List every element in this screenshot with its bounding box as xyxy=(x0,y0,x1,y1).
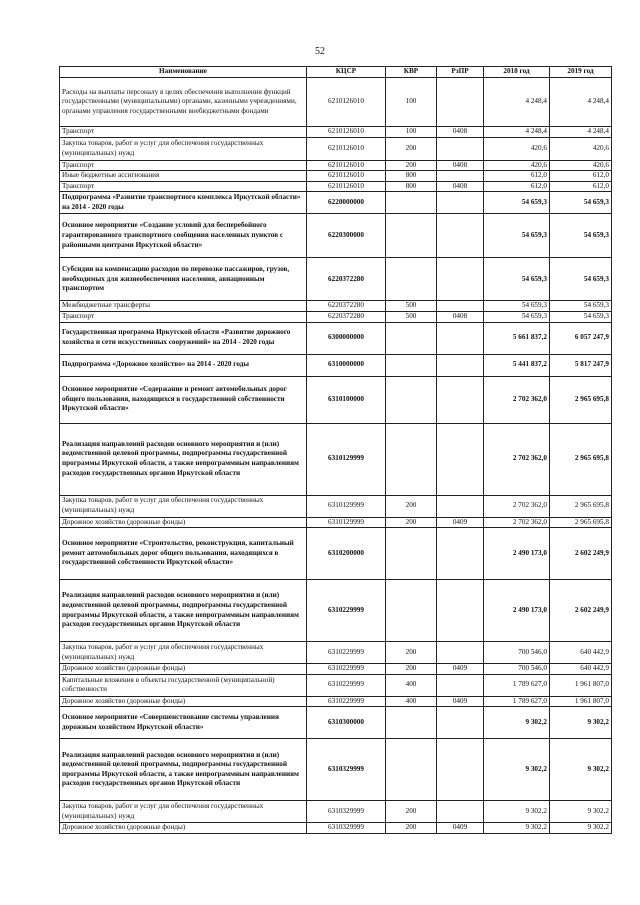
cell-2018: 54 659,3 xyxy=(484,258,550,301)
cell-kcsr: 6310300000 xyxy=(307,707,386,739)
cell-2018: 1 789 627,0 xyxy=(484,674,550,696)
cell-kcsr: 6210126010 xyxy=(307,137,386,160)
cell-2019: 1 961 807,0 xyxy=(550,674,612,696)
cell-rzpr xyxy=(437,137,484,160)
table-row xyxy=(60,78,612,127)
cell-name: Транспорт xyxy=(60,160,307,171)
cell-name: Основное мероприятие «Совершенствование системы управления дорожным хозяйством Иркутской области» xyxy=(60,707,307,739)
cell-2019: 5 817 247,9 xyxy=(550,354,612,376)
cell-name: Дорожное хозяйство (дорожные фонды) xyxy=(60,696,307,707)
cell-kvr xyxy=(386,354,437,376)
cell-name: Расходы на выплаты персоналу в целях обеспечения выполнения функций государственными (муниципальными) органами, казенными учреждениями, органами управления государственными внебюджетными фондами xyxy=(60,78,307,127)
table-row xyxy=(60,354,612,376)
cell-2018: 2 702 362,0 xyxy=(484,423,550,495)
page-number: 52 xyxy=(315,46,325,57)
cell-2019: 4 248,4 xyxy=(550,78,612,127)
cell-kcsr: 6310129999 xyxy=(307,423,386,495)
table-row xyxy=(60,322,612,354)
cell-kcsr: 6310329999 xyxy=(307,823,386,834)
cell-2018: 54 659,3 xyxy=(484,214,550,258)
cell-2019: 2 602 249,9 xyxy=(550,580,612,642)
table-row xyxy=(60,171,612,182)
table-row xyxy=(60,137,612,160)
cell-2018: 700 546,0 xyxy=(484,664,550,675)
cell-rzpr xyxy=(437,376,484,423)
cell-rzpr xyxy=(437,301,484,312)
cell-2019: 54 659,3 xyxy=(550,214,612,258)
cell-2019: 2 602 249,9 xyxy=(550,528,612,580)
cell-name: Капитальные вложения в объекты государственной (муниципальной) собственности xyxy=(60,674,307,696)
cell-rzpr xyxy=(437,707,484,739)
cell-kcsr: 6210126010 xyxy=(307,171,386,182)
cell-name: Закупка товаров, работ и услуг для обеспечения государственных (муниципальных) нужд xyxy=(60,642,307,664)
cell-2019: 9 302,2 xyxy=(550,823,612,834)
cell-2019: 4 248,4 xyxy=(550,127,612,138)
cell-rzpr xyxy=(437,580,484,642)
cell-kcsr: 6310200000 xyxy=(307,528,386,580)
cell-kcsr: 6220300000 xyxy=(307,214,386,258)
cell-2018: 9 302,2 xyxy=(484,801,550,823)
cell-rzpr: 0408 xyxy=(437,181,484,192)
cell-name: Дорожное хозяйство (дорожные фонды) xyxy=(60,823,307,834)
cell-name: Реализация направлений расходов основного мероприятия и (или) ведомственной целевой программы, подпрограммы государственной программы Иркутской области, а также непрограммным направлениям расходов государственных органов Иркутской области xyxy=(60,739,307,801)
cell-2018: 9 302,2 xyxy=(484,739,550,801)
cell-2019: 612,0 xyxy=(550,171,612,182)
cell-rzpr: 0409 xyxy=(437,823,484,834)
cell-2018: 700 546,0 xyxy=(484,642,550,664)
header-kcsr: КЦСР xyxy=(307,67,386,78)
header-rzpr: РзПР xyxy=(437,67,484,78)
cell-2018: 5 661 837,2 xyxy=(484,322,550,354)
cell-rzpr xyxy=(437,78,484,127)
cell-2019: 54 659,3 xyxy=(550,192,612,214)
cell-name: Субсидии на компенсацию расходов по перевозке пассажиров, грузов, необходимых для жизнеобеспечения населения, авиационным транспортом xyxy=(60,258,307,301)
cell-kcsr: 6220372280 xyxy=(307,311,386,322)
table-row xyxy=(60,495,612,517)
cell-kcsr: 6220372280 xyxy=(307,301,386,312)
cell-2018: 420,6 xyxy=(484,137,550,160)
cell-2018: 54 659,3 xyxy=(484,311,550,322)
table-row xyxy=(60,181,612,192)
cell-kvr xyxy=(386,580,437,642)
cell-kcsr: 6310329999 xyxy=(307,801,386,823)
cell-kcsr: 6300000000 xyxy=(307,322,386,354)
cell-2019: 640 442,9 xyxy=(550,642,612,664)
cell-kvr: 800 xyxy=(386,181,437,192)
cell-kcsr: 6210126010 xyxy=(307,127,386,138)
cell-rzpr: 0409 xyxy=(437,696,484,707)
cell-2019: 9 302,2 xyxy=(550,801,612,823)
table-header-row xyxy=(60,67,612,78)
cell-name: Реализация направлений расходов основного мероприятия и (или) ведомственной целевой программы, подпрограммы государственной программы Иркутской области, а также непрограммным направлениям расходов государственных органов Иркутской области xyxy=(60,423,307,495)
cell-kvr: 100 xyxy=(386,127,437,138)
header-2018: 2018 год xyxy=(484,67,550,78)
cell-name: Транспорт xyxy=(60,127,307,138)
cell-2019: 9 302,2 xyxy=(550,739,612,801)
cell-name: Подпрограмма «Дорожное хозяйство» на 2014 - 2020 годы xyxy=(60,354,307,376)
cell-kcsr: 6310329999 xyxy=(307,739,386,801)
cell-kcsr: 6310229999 xyxy=(307,580,386,642)
table-row xyxy=(60,528,612,580)
table-row xyxy=(60,258,612,301)
cell-kvr: 200 xyxy=(386,664,437,675)
table-body xyxy=(60,78,612,834)
cell-name: Транспорт xyxy=(60,181,307,192)
cell-rzpr xyxy=(437,674,484,696)
table-row xyxy=(60,214,612,258)
cell-name: Основное мероприятие «Создание условий для бесперебойного гарантированного транспортного сообщения населенных пунктов с районными центрами Иркутской области» xyxy=(60,214,307,258)
cell-kvr xyxy=(386,376,437,423)
cell-kcsr: 6310229999 xyxy=(307,664,386,675)
cell-2018: 2 702 362,0 xyxy=(484,517,550,528)
cell-rzpr xyxy=(437,171,484,182)
cell-2018: 2 702 362,0 xyxy=(484,495,550,517)
cell-kvr: 800 xyxy=(386,171,437,182)
cell-kvr xyxy=(386,214,437,258)
cell-2019: 54 659,3 xyxy=(550,258,612,301)
table-row xyxy=(60,707,612,739)
cell-kcsr: 6220000000 xyxy=(307,192,386,214)
table-row xyxy=(60,801,612,823)
cell-2018: 612,0 xyxy=(484,181,550,192)
table-row xyxy=(60,739,612,801)
budget-table xyxy=(59,66,612,834)
cell-2018: 420,6 xyxy=(484,160,550,171)
cell-2018: 612,0 xyxy=(484,171,550,182)
cell-name: Межбюджетные трансферты xyxy=(60,301,307,312)
cell-kvr xyxy=(386,192,437,214)
cell-kcsr: 6310229999 xyxy=(307,674,386,696)
table-row xyxy=(60,160,612,171)
cell-kcsr: 6310000000 xyxy=(307,354,386,376)
cell-2019: 420,6 xyxy=(550,137,612,160)
cell-rzpr: 0408 xyxy=(437,127,484,138)
cell-kvr: 200 xyxy=(386,517,437,528)
cell-2018: 54 659,3 xyxy=(484,192,550,214)
cell-kvr: 500 xyxy=(386,311,437,322)
cell-kcsr: 6210126010 xyxy=(307,160,386,171)
cell-2018: 4 248,4 xyxy=(484,127,550,138)
cell-2019: 54 659,3 xyxy=(550,311,612,322)
cell-name: Подпрограмма «Развитие транспортного комплекса Иркутской области» на 2014 - 2020 годы xyxy=(60,192,307,214)
cell-2018: 2 490 173,0 xyxy=(484,580,550,642)
table-row xyxy=(60,311,612,322)
cell-2018: 4 248,4 xyxy=(484,78,550,127)
cell-kvr xyxy=(386,322,437,354)
table-row xyxy=(60,696,612,707)
header-kvr: КВР xyxy=(386,67,437,78)
cell-rzpr xyxy=(437,214,484,258)
table-row xyxy=(60,664,612,675)
cell-2019: 2 965 695,8 xyxy=(550,423,612,495)
cell-kcsr: 6220372280 xyxy=(307,258,386,301)
cell-rzpr xyxy=(437,423,484,495)
cell-rzpr: 0409 xyxy=(437,664,484,675)
cell-kvr xyxy=(386,707,437,739)
cell-name: Транспорт xyxy=(60,311,307,322)
table-row xyxy=(60,580,612,642)
cell-rzpr xyxy=(437,528,484,580)
cell-rzpr xyxy=(437,354,484,376)
header-name: Наименование xyxy=(60,67,307,78)
cell-rzpr: 0408 xyxy=(437,160,484,171)
cell-2018: 9 302,2 xyxy=(484,823,550,834)
cell-kvr xyxy=(386,528,437,580)
cell-2019: 420,6 xyxy=(550,160,612,171)
cell-kvr: 500 xyxy=(386,301,437,312)
cell-2019: 9 302,2 xyxy=(550,707,612,739)
cell-rzpr: 0408 xyxy=(437,311,484,322)
cell-name: Закупка товаров, работ и услуг для обеспечения государственных (муниципальных) нужд xyxy=(60,495,307,517)
cell-kvr: 200 xyxy=(386,495,437,517)
cell-2018: 2 490 173,0 xyxy=(484,528,550,580)
cell-rzpr xyxy=(437,642,484,664)
table-row xyxy=(60,674,612,696)
cell-kcsr: 6210126010 xyxy=(307,78,386,127)
cell-kvr xyxy=(386,423,437,495)
cell-name: Государственная программа Иркутской области «Развитие дорожного хозяйства и сети искусственных сооружений» на 2014 - 2020 годы xyxy=(60,322,307,354)
cell-kvr: 200 xyxy=(386,642,437,664)
cell-name: Реализация направлений расходов основного мероприятия и (или) ведомственной целевой программы, подпрограммы государственной программы Иркутской области, а также непрограммным направлениям расходов государственных органов Иркутской области xyxy=(60,580,307,642)
table-row xyxy=(60,376,612,423)
cell-kvr: 400 xyxy=(386,674,437,696)
header-2019: 2019 год xyxy=(550,67,612,78)
cell-name: Иные бюджетные ассигнования xyxy=(60,171,307,182)
cell-kvr xyxy=(386,258,437,301)
cell-2018: 1 789 627,0 xyxy=(484,696,550,707)
cell-2019: 2 965 695,8 xyxy=(550,376,612,423)
table-row xyxy=(60,642,612,664)
cell-2019: 2 965 695,8 xyxy=(550,517,612,528)
cell-rzpr xyxy=(437,739,484,801)
cell-rzpr: 0409 xyxy=(437,517,484,528)
cell-kvr: 200 xyxy=(386,160,437,171)
cell-name: Дорожное хозяйство (дорожные фонды) xyxy=(60,517,307,528)
table-row xyxy=(60,192,612,214)
cell-name: Дорожное хозяйство (дорожные фонды) xyxy=(60,664,307,675)
table-row xyxy=(60,301,612,312)
cell-kcsr: 6310129999 xyxy=(307,517,386,528)
cell-2018: 2 702 362,0 xyxy=(484,376,550,423)
cell-2019: 1 961 807,0 xyxy=(550,696,612,707)
cell-kcsr: 6210126010 xyxy=(307,181,386,192)
cell-kcsr: 6310100000 xyxy=(307,376,386,423)
cell-rzpr xyxy=(437,258,484,301)
cell-2019: 612,0 xyxy=(550,181,612,192)
cell-kcsr: 6310229999 xyxy=(307,696,386,707)
cell-name: Основное мероприятие «Строительство, реконструкция, капитальный ремонт автомобильных дорог общего пользования, находящихся в государственной собственности Иркутской области» xyxy=(60,528,307,580)
cell-rzpr xyxy=(437,801,484,823)
cell-2019: 2 965 695,8 xyxy=(550,495,612,517)
cell-name: Основное мероприятие «Содержание и ремонт автомобильных дорог общего пользования, находящихся в государственной собственности Иркутской области» xyxy=(60,376,307,423)
table-row xyxy=(60,823,612,834)
cell-rzpr xyxy=(437,192,484,214)
cell-name: Закупка товаров, работ и услуг для обеспечения государственных (муниципальных) нужд xyxy=(60,801,307,823)
cell-kvr xyxy=(386,739,437,801)
cell-kvr: 100 xyxy=(386,78,437,127)
cell-2018: 9 302,2 xyxy=(484,707,550,739)
cell-2018: 54 659,3 xyxy=(484,301,550,312)
cell-2019: 54 659,3 xyxy=(550,301,612,312)
table-row xyxy=(60,127,612,138)
table-row xyxy=(60,423,612,495)
table-row xyxy=(60,517,612,528)
cell-name: Закупка товаров, работ и услуг для обеспечения государственных (муниципальных) нужд xyxy=(60,137,307,160)
cell-2018: 5 441 837,2 xyxy=(484,354,550,376)
cell-kvr: 200 xyxy=(386,801,437,823)
cell-kvr: 400 xyxy=(386,696,437,707)
cell-kcsr: 6310129999 xyxy=(307,495,386,517)
cell-rzpr xyxy=(437,322,484,354)
cell-rzpr xyxy=(437,495,484,517)
cell-kcsr: 6310229999 xyxy=(307,642,386,664)
cell-kvr: 200 xyxy=(386,823,437,834)
cell-2019: 640 442,9 xyxy=(550,664,612,675)
cell-kvr: 200 xyxy=(386,137,437,160)
cell-2019: 6 057 247,9 xyxy=(550,322,612,354)
